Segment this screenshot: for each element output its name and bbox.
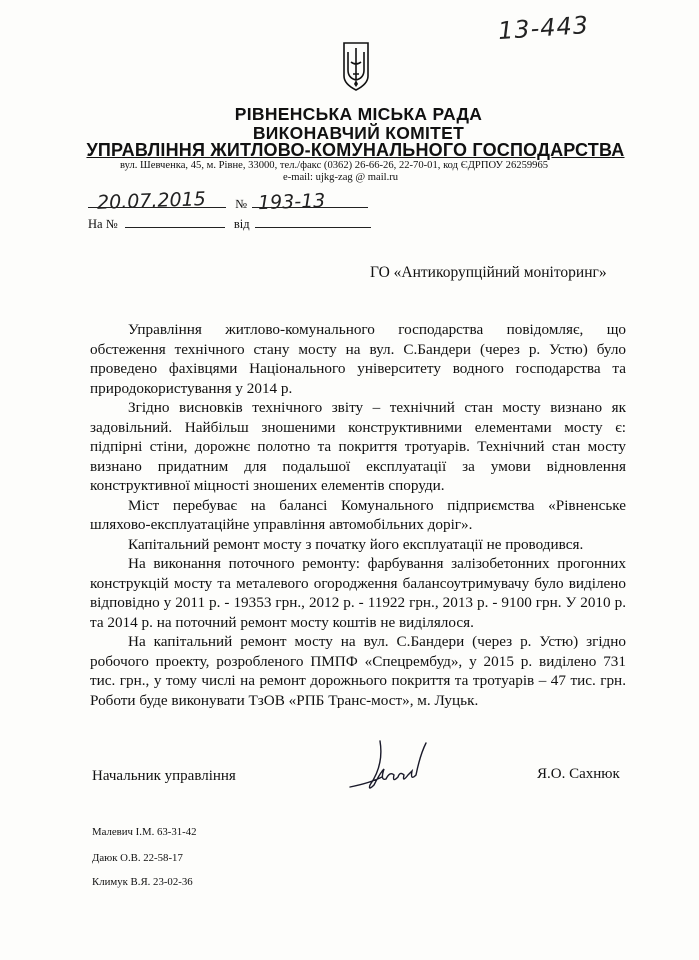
- incoming-reg-row: [88, 213, 371, 232]
- ref-number-line: [125, 213, 225, 228]
- ref-label: На №: [88, 217, 118, 231]
- paragraph: На капітальний ремонт мосту на вул. С.Бандери (через р. Устю) згідно робочого проекту, розробленого ПМПФ «Спецрембуд», у 2015 р. виділено 731 тис. грн., у тому числі на ремонт дорожнього покриття та тротуарів – 47 тис. грн. Роботи буде виконувати ТзОВ «РПБ Транс-мост», м. Луцьк.: [90, 633, 626, 709]
- org-council-name: РІВНЕНСЬКА МІСЬКА РАДА: [234, 104, 483, 124]
- org-address: вул. Шевченка, 45, м. Рівне, 33000, тел./факс (0362) 26-66-26, 22-70-01, код ЄДРПОУ 26259965: [120, 160, 549, 171]
- handwritten-corner-note: 13-443: [497, 10, 590, 46]
- executor-contact: Климук В.Я. 23-02-36: [92, 876, 193, 888]
- ref-date-line: [255, 213, 371, 228]
- paragraph: Міст перебуває на балансі Комунального підприємства «Рівненське шляхово-експлуатаційне управління автомобільних доріг».: [90, 496, 626, 533]
- signer-name: Я.О. Сахнюк: [537, 766, 620, 782]
- org-executive-committee: ВИКОНАВЧИЙ КОМІТЕТ: [252, 123, 465, 143]
- executor-contact: Малевич І.М. 63-31-42: [92, 826, 197, 838]
- paragraph: На виконання поточного ремонту: фарбування залізобетонних прогонних конструкцій мосту та металевого огородження балансоутримувачу було виділено відповідно у 2011 р. - 19353 грн., 2012 р. - 11922 грн., 2013 р. - 9100 грн. У 2010 р. та 2014 р. на поточний ремонт мосту коштів не виділялося.: [90, 555, 626, 631]
- executor-contact: Даюк О.В. 22-58-17: [92, 852, 183, 864]
- paragraph: Згідно висновків технічного звіту – технічний стан мосту визнано як задовільний. Найбільш зношеними конструктивними елементами мосту є: підпірні стіни, дорожнє полотно та покриття тротуарів. Технічний стан мосту визнано придатним для подальшої експлуатації за умови відновлення конструктивної міцності зношених елементів споруди.: [90, 399, 626, 494]
- paragraph: Управління житлово-комунального господарства повідомляє, що обстеження технічного стану мосту на вул. С.Бандери (через р. Устю) було проведено фахівцями Національного університету водного господарства та природокористування у 2014 р.: [90, 321, 626, 397]
- handwritten-date: 20.07.2015: [96, 188, 207, 214]
- handwritten-signature: [340, 735, 440, 797]
- paragraph: Капітальний ремонт мосту з початку його експлуатації не проводився.: [128, 535, 584, 553]
- letter-body: [90, 320, 626, 710]
- recipient: ГО «Антикорупційний моніторинг»: [370, 264, 607, 281]
- number-label: №: [235, 197, 248, 211]
- from-label: від: [233, 217, 250, 231]
- signer-title: Начальник управління: [92, 768, 236, 784]
- trident-emblem-icon: [341, 40, 371, 92]
- org-department-name: УПРАВЛІННЯ ЖИТЛОВО-КОМУНАЛЬНОГО ГОСПОДАРСТВА: [86, 140, 625, 160]
- org-email: e-mail: ujkg-zag @ mail.ru: [283, 172, 399, 183]
- handwritten-number: 193-13: [257, 189, 326, 215]
